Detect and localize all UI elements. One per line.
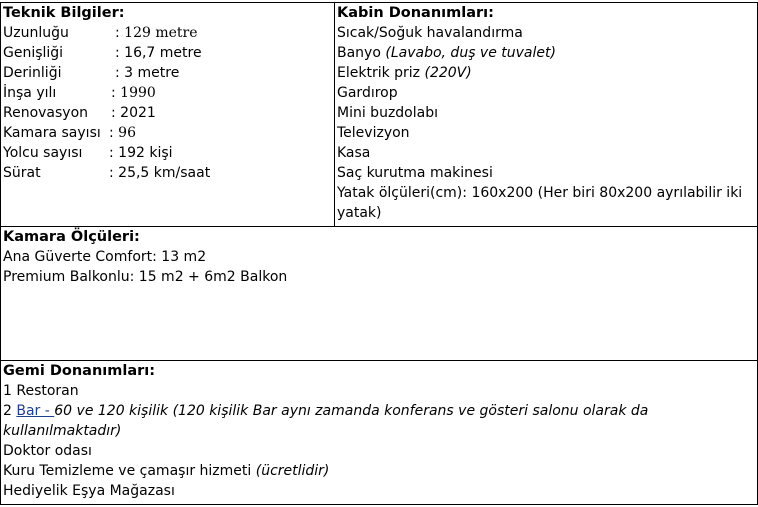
cabin-item-hairdryer: Saç kurutma makinesi xyxy=(337,165,493,181)
cabin-item-minibar: Mini buzdolabı xyxy=(337,105,438,121)
ship-equipment-cell xyxy=(1,361,758,505)
cabin-item-bathroom: Banyo (Lavabo, duş ve tuvalet) xyxy=(337,45,556,61)
cabin-size-premium: Premium Balkonlu: 15 m2 + 6m2 Balkon xyxy=(3,269,288,285)
cabin-sizes-cell xyxy=(1,227,758,361)
ship-item-doctor: Doktor odası xyxy=(3,443,92,459)
cabin-size-comfort: Ana Güverte Comfort: 13 m2 xyxy=(3,249,207,265)
ship-item-bar: 2 Bar - 60 ve 120 kişilik (120 kişilik Bar aynı zamanda konferans ve gösteri salonu olarak da kullanılmaktadır) xyxy=(3,403,649,439)
ship-info-table xyxy=(0,2,758,505)
spec-row-depth: Derinliği : 3 metre xyxy=(3,65,180,81)
cabin-item-socket: Elektrik priz (220V) xyxy=(337,65,472,81)
technical-info-cell xyxy=(1,3,335,227)
spec-row-length: Uzunluğu : 129 metre xyxy=(3,25,198,41)
spec-row-build-year: İnşa yılı : 1990 xyxy=(3,85,156,101)
spec-row-passenger-count: Yolcu sayısı : 192 kişi xyxy=(3,145,173,161)
spec-row-renovation: Renovasyon : 2021 xyxy=(3,105,156,121)
cabin-item-safe: Kasa xyxy=(337,145,371,161)
ship-item-laundry: Kuru Temizleme ve çamaşır hizmeti (ücretlidir) xyxy=(3,463,330,479)
bar-link[interactable]: Bar - xyxy=(16,403,55,419)
cabin-equipment-cell xyxy=(335,3,758,227)
spec-row-width: Genişliği : 16,7 metre xyxy=(3,45,202,61)
cabin-item-ac: Sıcak/Soğuk havalandırma xyxy=(337,25,523,41)
cabin-sizes-heading: Kamara Ölçüleri: xyxy=(3,229,140,245)
spec-row-speed: Sürat : 25,5 km/saat xyxy=(3,165,211,181)
technical-info-heading: Teknik Bilgiler: xyxy=(3,5,125,21)
ship-item-restaurant: 1 Restoran xyxy=(3,383,79,399)
spec-row-cabin-count: Kamara sayısı : 96 xyxy=(3,125,136,141)
cabin-item-tv: Televizyon xyxy=(337,125,410,141)
ship-equipment-heading: Gemi Donanımları: xyxy=(3,363,156,379)
cabin-item-bed-size: Yatak ölçüleri(cm): 160x200 (Her biri 80x200 ayrılabilir iki yatak) xyxy=(337,185,743,221)
cabin-equipment-heading: Kabin Donanımları: xyxy=(337,5,494,21)
cabin-item-wardrobe: Gardırop xyxy=(337,85,398,101)
ship-item-gift-shop: Hediyelik Eşya Mağazası xyxy=(3,483,175,499)
